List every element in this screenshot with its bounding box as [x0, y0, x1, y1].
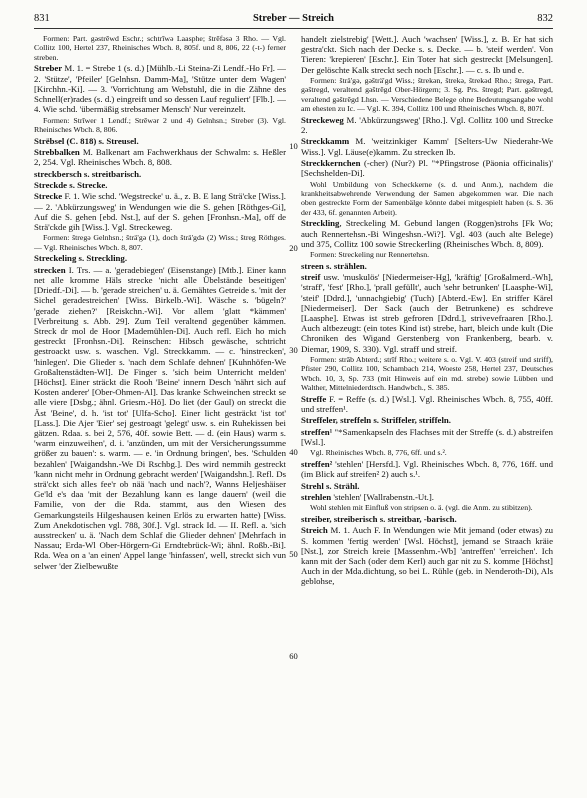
dictionary-entry	[301, 415, 553, 425]
line-number: 40	[289, 447, 298, 457]
dictionary-entry	[301, 503, 553, 512]
entry-lemma: Streckkamm	[301, 136, 350, 147]
entry-text: Wohl Umbildung von Scheckkerne (s. d. und Anm.), nachdem die krankheitsabwehrende Verwendung der Samen abgekommen war. Die nach oben gestreckte Form der Samenbälge könnte dabei mitgespielt haben (s. S. 36 der 433, 6f. genannten Arbeit).	[301, 179, 553, 217]
dictionary-entry	[34, 265, 286, 571]
entry-text: Strehl s. Strähl.	[301, 480, 360, 491]
entry-text: Streckde s. Strecke.	[34, 179, 108, 190]
entry-lemma: streffen²	[301, 458, 333, 469]
two-column-body	[34, 34, 553, 792]
entry-lemma: Streckkernchen	[301, 158, 361, 168]
entry-text: M. 'weitzinkiger Kamm' [Selters-Uw Niederahr-We Wiss.]. Vgl. Läuse(e)kamm. Zu strecken Ib.	[301, 136, 553, 157]
dictionary-entry	[34, 233, 286, 252]
entry-text: , Streckeling M. Gebund langen (Roggen)strohs [Fk Wo; auch Rennertehsn.-Bi Wingeshsn.-Wi?]. Vgl. 403 (auch alte Belege) und 375, Collitz 100 sowie Streckerling (Rheinisches Wbch. 8, 809).	[301, 218, 553, 249]
dictionary-entry	[34, 253, 286, 263]
entry-text: (-cher) (Nur?) Pl. "*Pfingstrose (Päonia officinalis)' [Sechshelden-Di].	[301, 158, 553, 179]
line-number-gutter	[286, 34, 301, 792]
dictionary-entry	[301, 218, 553, 249]
dictionary-entry	[301, 158, 553, 178]
right-column	[301, 34, 553, 792]
entry-lemma: Streckeweg	[301, 114, 344, 125]
dictionary-entry	[301, 355, 553, 393]
line-number: 20	[289, 243, 298, 253]
dictionary-entry	[301, 250, 553, 259]
line-number: 10	[289, 141, 298, 151]
entry-text: 'stehlen' [Wallrabenstn.-Ut.].	[331, 491, 435, 502]
dictionary-entry	[301, 76, 553, 114]
entry-text: M. 'Abkürzungsweg' [Rho.]. Vgl. Collitz 100 und Strecke 2.	[301, 114, 553, 136]
entry-text: Formen: šträ'gə, gəšträ'gd Wiss.; štrekən, štrekə, štrekəd Rho.; štregə, Part. gəštregd, veraltend gəštrēgd Ober-Hörgern; 3. Sg. Prs. štregd; Part. gəštregd, veraltend gəštrēgd Lhsn. — Verschiedene Belege ohne Bedeutungsangabe wohl am ehesten zu Ic. — Vgl. K. 394, Collitz 100 und Rheinisches Wbch. 8, 807f.	[301, 76, 553, 114]
dictionary-entry	[301, 525, 553, 586]
line-number: 30	[289, 345, 298, 355]
dictionary-entry	[301, 272, 553, 354]
entry-text: streiber, streiberisch s. streitbar, -barisch.	[301, 513, 457, 524]
entry-text: I. Trs. — a. 'geradebiegen' (Eisenstange) [Mtb.]. Einer kann net alle kromme Häls strecke 'nicht alle Übelstände beseitigen' [Driedf.-Di]. — b. 'gerade streichen' u. ä. Gemähtes Getreide s. 'mit der Sichel geradestreichen' [Wiss. Birkelb.-Wi]. Wäsche s. 'bügeln?' 'gerade ziehen?' [Reiskchn.-Wi]. Vor allem 'glatt *kämmen' [Verbreitung s. Abb. 29]. Zum Teil veraltend gegenüber kämmen. Streck dr mol de Hoor [Mademühlen-Di]. Auch refl. Eich ho mich gestreckt [Fronhsn.-Di]. Reinschen: Hibsch gewäsche, schtricht gestroackt usw. s. waschen. Vgl. Streckkamm. — c. 'hinstrecken', 'hinlegen'. Die Glieder s. 'nach dem Schlafe dehnen' [Kuhnhöfen-We Großaltenstädten-Wl]. De Finger s. 'sich beim Unterricht melden' [Höchst]. Einer sträckt die Rooh 'Beine' innern Desch 'nährt sich auf Kosten anderer' [Ober-Ohmen-Al]. Das kranke Schweinchen streckt se alle viere [Dsbg.; ähnl. Griesm.-Hö]. Do liet (der Gaul) on streckt die Äst 'Beine', d. h. 'ist tot' [Ulfa-Scho]. Einer licht gesträckt 'ist tot' [Lass.]. Die Ajer 'Eier' sej gestroagt 'gelegt' usw. s. ein Ruhekissen bei gätzen. Rdaa. s. bei 2, 576, 40f. sowie Bett. — d. (ein Haus) warm s. 'warm einzuweihen', d. i. 'anzünden, um mit der Versicherungssumme größer zu bauen': s. warm. — e. 'in Ordnung bringen', bes. 'Schulden bezahlen' [Waigandshn.-We Di Rschbg.]. Des wird nemmih gestreckt 'kann nicht mehr in Ordnung gebracht werden' [Waigandshn.]. Refl. Ds strä'ckt sich alles fee'r ob nää 'nach und nach'?, Wanns Heljeshäiser Ge'ld e's daa 'mit der Bezahlung kann es lange dauern' (weil die Familie, von der die Rda. stammt, aus den Wiesen des Gemarkungsteils Hilgeshausen keinen Erlös zu erwarten hatte) [Wiss. Zum Anekdotischen vgl. 788, 30f.]. Vgl. strack Id. — II. Refl. a. 'sich ausstrecken' u. ä. 'Nach dem Schlaf die Glieder dehnen' [Mehrfach in Nassau; Erda-Wl Ober-Hörgern-Gi Erndtebrück-Wi; ähnl. Roßb.-Bi]. Rda. Wea on a 'an einen' Appel lange 'hinfassen', well, streckt sich vun selwer 'der Zielbewußte	[34, 264, 286, 571]
dictionary-entry	[301, 115, 553, 135]
entry-text: Wohl stehlen mit Einfluß von stripsen o. ä. (vgl. die Anm. zu stibitzen).	[310, 503, 533, 513]
dictionary-entry	[34, 136, 286, 146]
entry-text: M. Balkenart am Fachwerkhaus der Schwalm: s. Heßler 2, 254. Vgl. Rheinisches Wbch. 8, 808.	[34, 147, 286, 168]
dictionary-entry	[34, 180, 286, 190]
dictionary-entry	[34, 34, 286, 62]
entry-text: Strëbsel (C. 818) s. Streusel.	[34, 135, 139, 146]
entry-lemma: strecken	[34, 264, 66, 275]
entry-text: Streffeler, streffeln s. Striffeler, striffeln.	[301, 415, 451, 426]
dictionary-entry	[34, 191, 286, 232]
entry-text: Formen: štregə Gelnhsn.; šträ'gə (1), doch šträ'gdə (2) Wiss.; štreg Röthges. — Vgl. Rheinisches Wbch. 8, 807.	[34, 233, 286, 252]
entry-lemma: Strebbalken	[34, 147, 80, 157]
entry-text: "*Samenkapseln des Flachses mit der Streffe (s. d.) abstreifen [Wsl.].	[301, 426, 553, 447]
entry-lemma: Streich	[301, 525, 328, 536]
entry-lemma: streif	[301, 272, 321, 283]
running-head: Streber — Streich	[252, 13, 335, 24]
line-number: 50	[289, 549, 298, 559]
entry-text: usw. 'muskulös' [Niedermeiser-Hg], 'kräftig' [Großalmerd.-Wh], 'straff', 'fest' [Rho.], 'prall gefüllt', auch 'sehr betrunken' [Laasphe-Wi], 'steif' [Ddrd.], 'unnachgiebig' (Tuch) [Abterd.-Ew]. En striffer Kärel [Niedermeiser]. Der Sack (auch der Betrunkene) es schdreve [Laasphe]. Etwas ist streb gefroren [Ddrd.], strivevefraaren [Rho.]. Auch altbezeugt: (ein totes Kind ist) strebe, hart, bleich unde kult (Die Chroniken des Wigand Gerstenberg von Frankenberg, bearb. v. Diemar, 1909, S. 330). Vgl. straff und streif.	[301, 272, 553, 354]
entry-text: 'stehlen' [Hersfd.]. Vgl. Rheinisches Wbch. 8, 776, 16ff. und (im Blick auf streifen² 2) auch s.¹.	[301, 458, 553, 480]
dictionary-entry	[301, 180, 553, 218]
left-page-number: 831	[34, 13, 50, 24]
entry-text: F. 1. Wie schd. 'Wegstrecke' u. ä., z. B. E lang Strä'cke [Wiss.]. — 2. 'Abkürzungsweg' in Wendungen wie die S. gehen [Röthges-Gi], Auf die S. gehen [ebd. Nst.], auf der S. gehen [Fronhsn.-Ma], off de Strä'ckde gih [Wiss.]. Vgl. Streckeweg.	[34, 191, 286, 232]
dictionary-entry	[301, 34, 553, 75]
dictionary-entry	[301, 136, 553, 156]
right-page-number: 832	[537, 13, 553, 24]
entry-lemma: Streffe	[301, 393, 327, 404]
entry-text: streckbersch s. streitbarisch.	[34, 168, 142, 179]
dictionary-entry	[301, 261, 553, 271]
entry-lemma: strehlen	[301, 491, 332, 502]
dictionary-entry	[301, 459, 553, 479]
dictionary-entry	[301, 481, 553, 491]
dictionary-entry	[34, 63, 286, 114]
entry-text: M. 1. = Strebe 1 (s. d.) [Mühlb.-Li Steina-Zi Lendf.-Ho Fr]. — 2. 'Stütze', 'Pfeiler' [Gelnhsn. Damm-Ma], 'Stütze unter dem Wagen' [Kirchhn.-Ki]. — 3. 'Vorrichtung am Webstuhl, die in die Zähne des Schnell(er)rades (s. d.) eingreift und so dessen Lauf reguliert' [Flb.]. — 4. Wie schd. 'übermäßig strebsamer Mensch' Nur vereinzelt.	[34, 63, 286, 115]
entry-lemma: Strecke	[34, 191, 63, 202]
entry-text: Formen: Strīwer 1 Lendf.; Strēwər 2 und 4) Gelnhsn.; Streber (3). Vgl. Rheinisches Wbch. 8, 806.	[34, 115, 286, 135]
dictionary-entry	[301, 448, 553, 457]
entry-text: streen s. strählen.	[301, 260, 367, 271]
dictionary-entry	[34, 116, 286, 135]
entry-lemma: Streber	[34, 63, 63, 74]
dictionary-entry	[301, 492, 553, 502]
entry-text: Formen: Part. gəstrēwd Eschr.; schtrīwə Laasphe; štrēfəsə 3 Rho. — Vgl. Collitz 100, Hertel 237, Rheinisches Wbch. 8, 805f. und 8, 806, 22 (-t-) ferner streben.	[34, 34, 286, 62]
dictionary-entry	[34, 147, 286, 167]
dictionary-entry	[301, 514, 553, 524]
dictionary-entry	[34, 169, 286, 179]
entry-lemma: streffen¹	[301, 426, 333, 437]
line-number: 60	[289, 651, 298, 661]
dictionary-entry	[301, 427, 553, 447]
entry-text: Vgl. Rheinisches Wbch. 8, 776, 6ff. und s.².	[310, 448, 447, 458]
entry-text: Streckeling s. Streckling.	[34, 253, 128, 264]
entry-text: M. 1. Auch F. In Wendungen wie Mit jemand (oder etwas) zu S. kommen 'fertig werden' [Wsl. Höchst], jemand se Straach kräie [Nst.], zor Streich kreie [Massenhm.-Wb] 'antreffen' 'erreichen'. Ich kann mit der Sach (oder dem Kerl) auch gar nit zu S. komme [Höchst] Auch in der Mda.dichtung, so bei L. Rühle (geb. in Nenderoth-Di), Als geblohse,	[301, 525, 553, 587]
header-rule	[34, 28, 553, 29]
entry-text: handelt zielstrebig' [Wett.]. Auch 'wachsen' [Wiss.], z. B. Er hat sich gestra'ckt. Sich nach der Decke s. s. Decke. — b. 'steif werden'. Von Tieren: 'krepieren' [Eschr.]. Ein Toter hat sich gestreckt [Melsungen]. Der gelöschte Kalk streckt sech noch [Eschr.]. — c. s. Ib und e.	[301, 34, 553, 75]
entry-text: Formen: Streckeling nur Rennertehsn.	[310, 250, 430, 260]
entry-text: F. = Reffe (s. d.) [Wsl.]. Vgl. Rheinisches Wbch. 8, 755, 40ff. und streffen¹.	[301, 393, 553, 415]
entry-lemma: Streckling	[301, 218, 340, 229]
dictionary-entry	[301, 394, 553, 414]
entry-text: Formen: strāb Abterd.; strīf Rho.; weitere s. o. Vgl. V. 403 (streif und striff), Pfister 290, Collitz 100, Schambach 214, Woeste 258, Hertel 237, Deutsches Wbch. 10, 3, Sp. 733 (mit Hinweis auf ein md. strebe) sowie Lübben und Walther, Mittelniederdtsch. Handwbch., S. 385.	[301, 355, 553, 393]
left-column	[34, 34, 286, 792]
